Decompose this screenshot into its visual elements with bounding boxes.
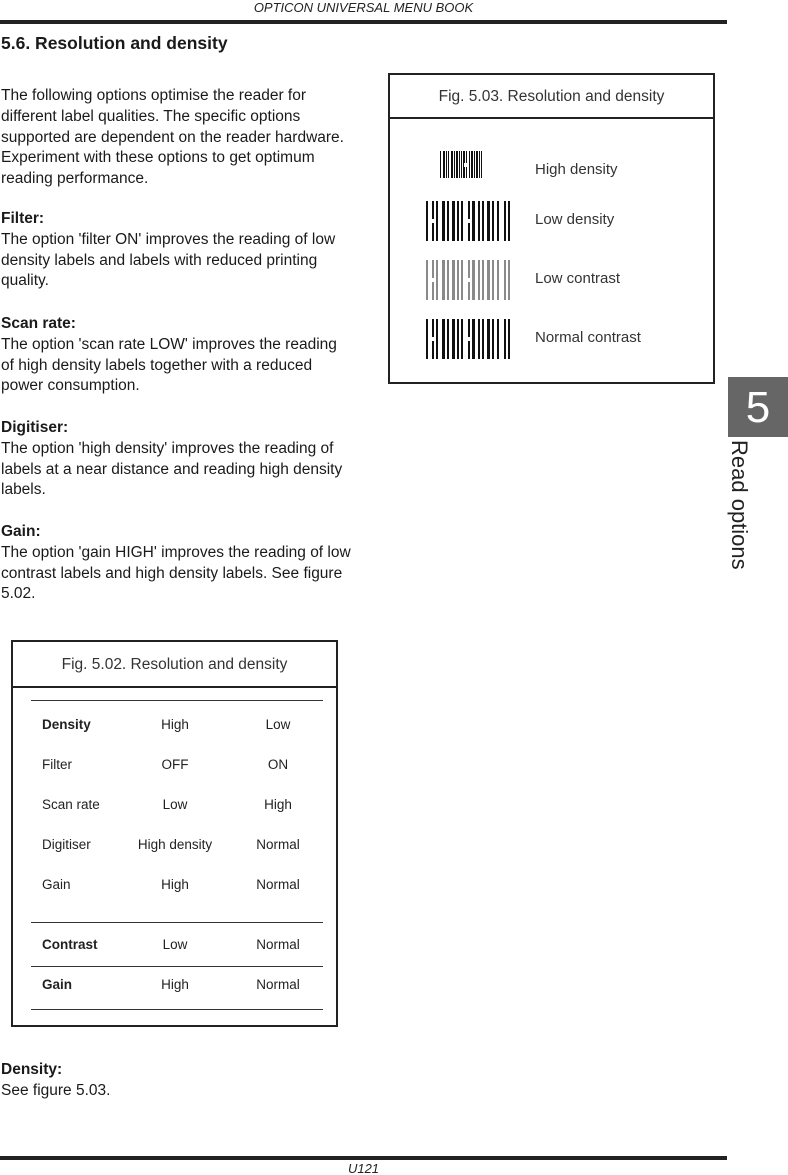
barcode-row-normal-contrast <box>390 319 713 359</box>
scan-rate-section <box>1 314 351 397</box>
header-title: OPTICON UNIVERSAL MENU BOOK <box>253 0 474 15</box>
gain-section <box>1 522 351 605</box>
barcode-label: Normal contrast <box>535 329 641 346</box>
intro-paragraph: The following options optimise the reader for different label qualities. The specific options supported are dependent on the reader hardware. Experiment with these options to get optimum reading performance. <box>1 87 344 188</box>
table-rule <box>31 1009 323 1010</box>
barcode-label: High density <box>535 161 618 178</box>
table-row <box>13 937 336 957</box>
table-cell: High <box>161 717 189 732</box>
barcode-label: Low density <box>535 211 615 228</box>
gain-text: The option 'gain HIGH' improves the reading of low contrast labels and high density labels. See figure 5.02. <box>1 543 351 603</box>
table-cell: Scan rate <box>42 797 100 812</box>
table-row <box>13 837 336 857</box>
density-text: See figure 5.03. <box>1 1081 111 1099</box>
chapter-label <box>724 440 754 590</box>
table-row <box>13 757 336 777</box>
page-number: U121 <box>347 1161 380 1175</box>
table-cell: High density <box>137 837 213 852</box>
density-heading: Density: <box>1 1061 63 1078</box>
chapter-number-tab: 5 <box>728 377 788 437</box>
footer-rule <box>0 1156 727 1160</box>
filter-text: The option 'filter ON' improves the reading of low density labels and labels with reduced printing quality. <box>1 230 336 290</box>
table-cell: Filter <box>42 757 72 772</box>
figure-5-02-caption: Fig. 5.02. Resolution and density <box>13 642 336 688</box>
table-rule <box>31 700 323 701</box>
table-cell: Normal <box>256 837 300 852</box>
table-rule <box>31 922 323 923</box>
digitiser-heading: Digitiser: <box>1 419 69 436</box>
table-cell: High <box>264 797 292 812</box>
filter-heading: Filter: <box>1 210 45 227</box>
scan-rate-heading: Scan rate: <box>1 315 76 332</box>
table-row <box>13 717 336 737</box>
table-cell: Gain <box>42 977 73 992</box>
table-row <box>13 877 336 897</box>
table-row <box>13 977 336 997</box>
scan-rate-text: The option 'scan rate LOW' improves the reading of high density labels together with a reduced power consumption. <box>1 335 337 395</box>
table-cell: Density <box>42 717 91 732</box>
table-cell: Normal <box>256 977 300 992</box>
table-cell: Low <box>162 937 188 952</box>
table-cell: High <box>161 977 189 992</box>
barcode-low-density-icon <box>426 201 516 241</box>
barcode-normal-contrast-icon <box>426 319 516 359</box>
chapter-label-text: Read options <box>727 440 752 570</box>
table-row <box>13 797 336 817</box>
section-title: 5.6. Resolution and density <box>1 33 228 53</box>
digitiser-text: The option 'high density' improves the reading of labels at a near distance and reading high density labels. <box>1 439 343 499</box>
figure-5-03-caption: Fig. 5.03. Resolution and density <box>390 75 713 119</box>
table-cell: ON <box>267 757 289 772</box>
barcode-high-density-icon <box>426 151 496 178</box>
table-cell: OFF <box>161 757 189 772</box>
figure-5-02 <box>11 640 338 1027</box>
figure-5-03 <box>388 73 715 384</box>
table-cell: Digitiser <box>42 837 91 852</box>
header-rule <box>0 20 727 24</box>
filter-section <box>1 209 351 292</box>
table-cell: High <box>161 877 189 892</box>
barcode-label: Low contrast <box>535 270 621 287</box>
table-cell: Gain <box>42 877 71 892</box>
table-cell: Normal <box>256 937 300 952</box>
barcode-row-low-density <box>390 201 713 241</box>
table-rule <box>31 966 323 967</box>
density-section <box>1 1060 351 1102</box>
table-cell: Low <box>162 797 188 812</box>
table-cell: Contrast <box>42 937 98 952</box>
barcode-row-high-density <box>390 151 713 191</box>
gain-heading: Gain: <box>1 523 41 540</box>
table-cell: Low <box>265 717 291 732</box>
digitiser-section <box>1 418 351 501</box>
table-cell: Normal <box>256 877 300 892</box>
barcode-low-contrast-icon <box>426 260 516 300</box>
barcode-row-low-contrast <box>390 260 713 300</box>
